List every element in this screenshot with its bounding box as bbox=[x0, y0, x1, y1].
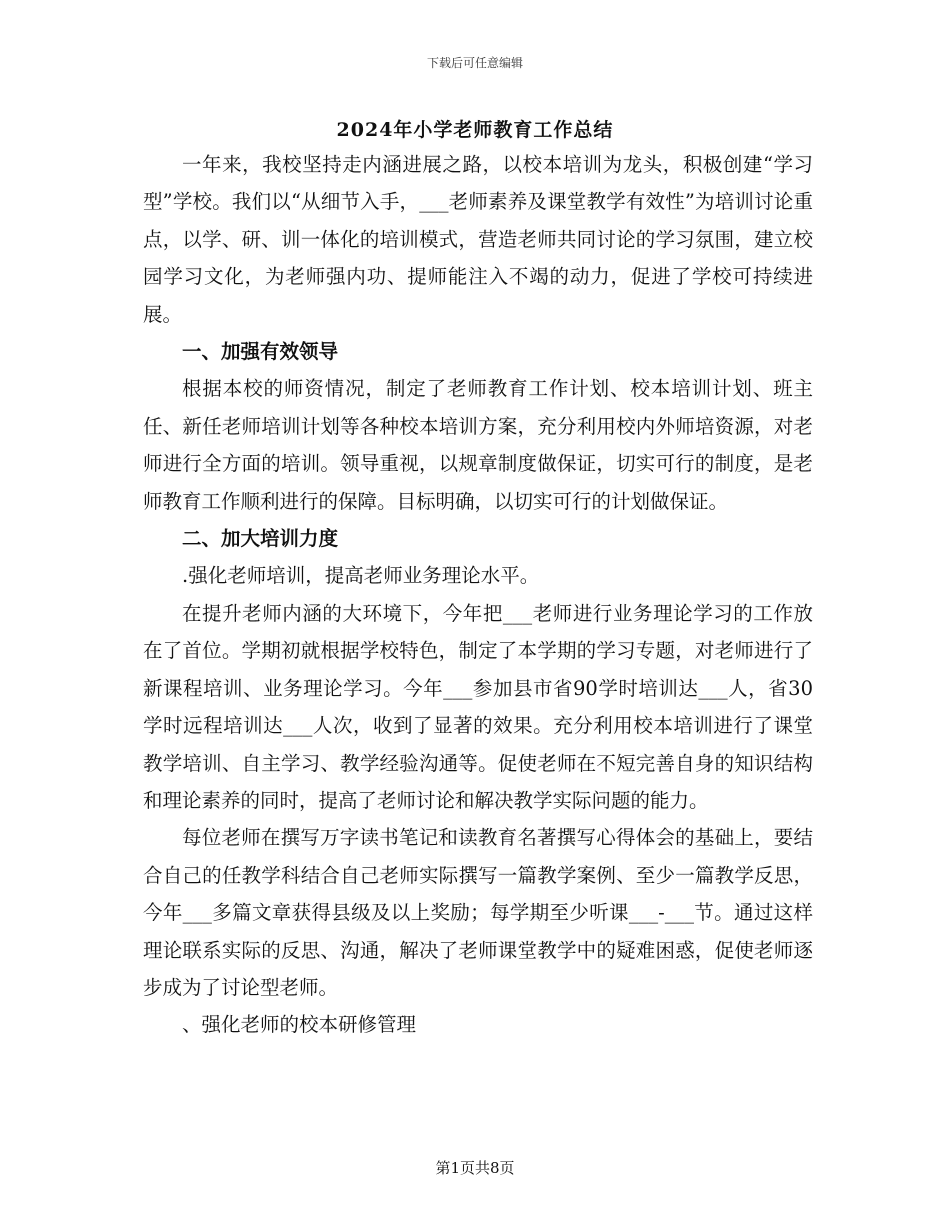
document-title: 2024年小学老师教育工作总结 bbox=[336, 119, 614, 141]
document-body bbox=[143, 146, 813, 1044]
paragraph-leadership: 根据本校的师资情况，制定了老师教育工作计划、校本培训计划、班主任、新任老师培训计划等各种校本培训方案，充分利用校内外师培资源，对老师进行全方面的培训。领导重视，以规章制度做保证，切实可行的制度，是老师教育工作顺利进行的保障。目标明确，以切实可行的计划做保证。 bbox=[143, 377, 813, 513]
paragraph-intro: 一年来，我校坚持走内涵进展之路，以校本培训为龙头，积极创建“学习型”学校。我们以“从细节入手，___老师素养及课堂教学有效性”为培训讨论重点，以学、研、训一体化的培训模式，营造老师共同讨论的学习氛围，建立校园学习文化，为老师强内功、提师能注入不竭的动力，促进了学校可持续进展。 bbox=[143, 153, 813, 326]
page-header-note: 下载后可任意编辑 bbox=[426, 56, 523, 70]
subheading-school-research: 、强化老师的校本研修管理 bbox=[182, 1013, 417, 1037]
paragraph-reading-notes: 每位老师在撰写万字读书笔记和读教育名著撰写心得体会的基础上，要结合自己的任教学科结合自己老师实际撰写一篇教学案例、至少一篇教学反思，今年___多篇文章获得县级及以上奖励；每学期至少听课___-___节。通过这样理论联系实际的反思、沟通，解决了老师课堂教学中的疑难困惑，促使老师逐步成为了讨论型老师。 bbox=[143, 826, 813, 999]
page-footer: 第1页共8页 bbox=[435, 1159, 515, 1177]
section-heading-1: 一、加强有效领导 bbox=[182, 340, 339, 364]
paragraph-training: 在提升老师内涵的大环境下，今年把___老师进行业务理论学习的工作放在了首位。学期初就根据学校特色，制定了本学期的学习专题，对老师进行了新课程培训、业务理论学习。今年___参加县市省90学时培训达___人，省30学时远程培训达___人次，收到了显著的效果。充分利用校本培训进行了课堂教学培训、自主学习、教学经验沟通等。促使老师在不短完善自身的知识结构和理论素养的同时，提高了老师讨论和解决教学实际问题的能力。 bbox=[143, 601, 813, 812]
section-heading-2: 二、加大培训力度 bbox=[182, 527, 339, 551]
subheading-theory: .强化老师培训，提高老师业务理论水平。 bbox=[182, 564, 540, 588]
